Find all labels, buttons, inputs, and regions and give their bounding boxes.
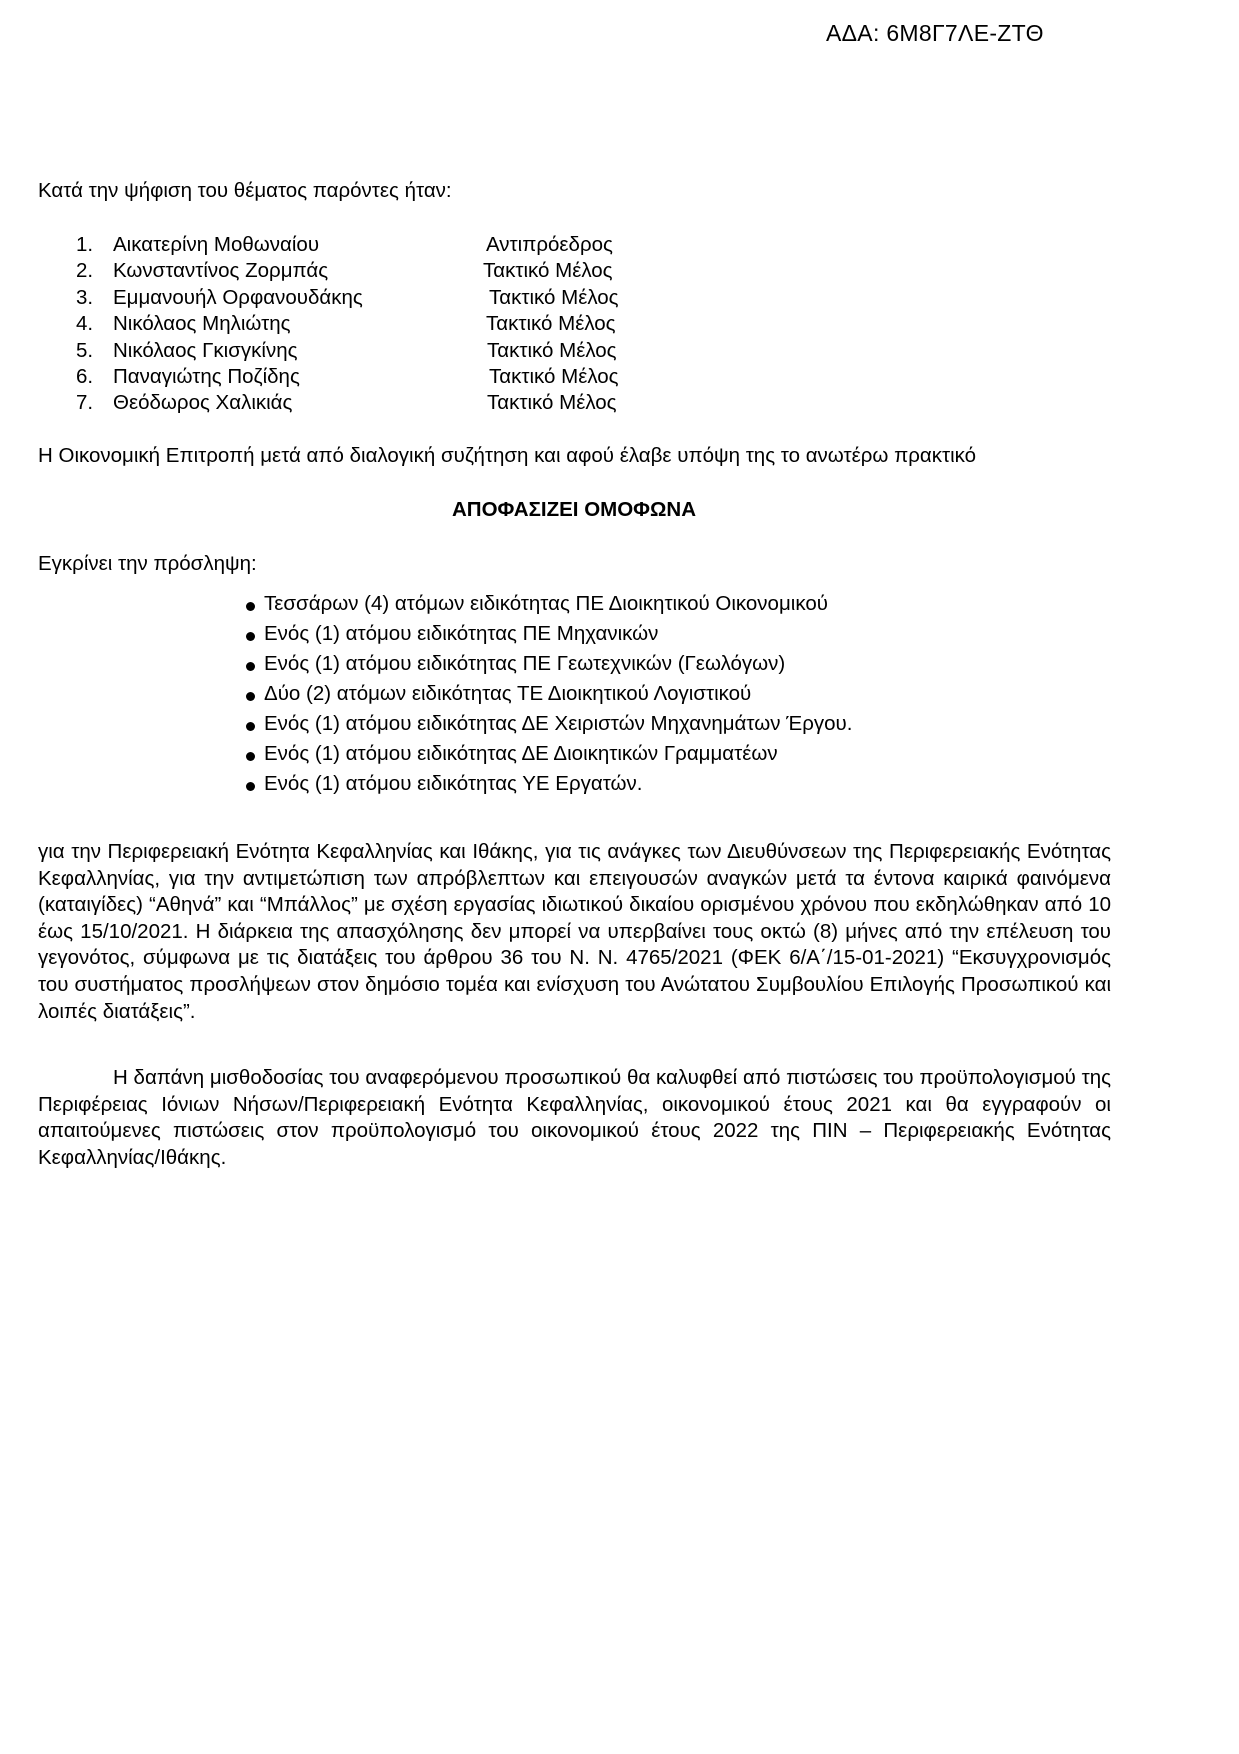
member-role: Τακτικό Μέλος xyxy=(489,285,619,309)
position-item xyxy=(246,742,852,772)
budget-paragraph: Η δαπάνη μισθοδοσίας του αναφερόμενου προσωπικού θα καλυφθεί από πιστώσεις του προϋπολογισμού της Περιφέρειας Ιόνιων Νήσων/Περιφερειακή Ενότητα Κεφαλληνίας, οικονομικού έτους 2021 και θα εγγραφούν οι απαιτούμενες πιστώσεις στον προϋπολογισμό του οικονομικού έτους 2022 της ΠΙΝ – Περιφερειακής Ενότητας Κεφαλληνίας/Ιθάκης. xyxy=(38,1066,1111,1169)
ada-code: ΑΔΑ: 6Μ8Γ7ΛΕ-ΖΤΘ xyxy=(826,20,1044,46)
member-row xyxy=(38,391,738,417)
member-role: Τακτικό Μέλος xyxy=(489,364,619,388)
member-row xyxy=(38,312,738,338)
position-item xyxy=(246,682,852,712)
positions-list xyxy=(246,592,852,802)
member-name: Νικόλαος Μηλιώτης xyxy=(113,312,291,336)
member-number: 7. xyxy=(76,391,94,415)
position-item xyxy=(246,592,852,622)
member-name: Θεόδωρος Χαλικιάς xyxy=(113,391,293,415)
justification-paragraph: για την Περιφερειακή Ενότητα Κεφαλληνίας και Ιθάκης, για τις ανάγκες των Διευθύνσεων της Περιφερειακής Ενότητας Κεφαλληνίας, για την αντιμετώπιση των απρόβλεπτων και επειγουσών αναγκών μετά τα έντονα καιρικά φαινόμενα (καταιγίδες) “Αθηνά” και “Μπάλλος” με σχέση εργασίας ιδιωτικού δικαίου ορισμένου χρόνου που εκδηλώθηκαν από 10 έως 15/10/2021. Η διάρκεια της απασχόλησης δεν μπορεί να υπερβαίνει τους οκτώ (8) μήνες από την επέλευση του γεγονότος, σύμφωνα με τις διατάξεις του άρθρου 36 του Ν. Ν. 4765/2021 (ΦΕΚ 6/Α΄/15-01-2021) “Εκσυγχρονισμός του συστήματος προσλήψεων στον δημόσιο τομέα και ενίσχυση του Ανώτατου Συμβουλίου Επιλογής Προσωπικού και λοιπές διατάξεις”. xyxy=(38,840,1111,1023)
bullet-icon xyxy=(246,662,255,671)
member-role: Τακτικό Μέλος xyxy=(487,391,617,415)
member-row xyxy=(38,259,738,285)
position-text: Τεσσάρων (4) ατόμων ειδικότητας ΠΕ Διοικητικού Οικονομικού xyxy=(264,592,828,615)
member-role: Τακτικό Μέλος xyxy=(486,312,616,336)
position-item xyxy=(246,622,852,652)
bullet-icon xyxy=(246,782,255,791)
member-row xyxy=(38,339,738,365)
member-row xyxy=(38,286,738,312)
position-text: Δύο (2) ατόμων ειδικότητας ΤΕ Διοικητικού Λογιστικού xyxy=(264,682,752,705)
attendance-intro: Κατά την ψήφιση του θέματος παρόντες ήταν: xyxy=(38,179,452,202)
member-number: 2. xyxy=(76,259,94,283)
bullet-icon xyxy=(246,752,255,761)
member-number: 6. xyxy=(76,364,94,388)
member-name: Εμμανουήλ Ορφανουδάκης xyxy=(113,285,363,309)
decision-heading: ΑΠΟΦΑΣΙΖΕΙ ΟΜΟΦΩΝΑ xyxy=(451,498,697,521)
position-text: Ενός (1) ατόμου ειδικότητας ΠΕ Μηχανικών xyxy=(264,622,659,645)
member-name: Παναγιώτης Ποζίδης xyxy=(113,364,300,388)
members-list xyxy=(38,233,738,418)
member-name: Αικατερίνη Μοθωναίου xyxy=(113,233,320,256)
bullet-icon xyxy=(246,722,255,731)
member-row xyxy=(38,233,738,259)
member-role: Αντιπρόεδρος xyxy=(486,233,613,256)
member-number: 5. xyxy=(76,338,94,362)
position-text: Ενός (1) ατόμου ειδικότητας ΥΕ Εργατών. xyxy=(264,772,643,795)
member-number: 1. xyxy=(76,233,94,256)
position-item xyxy=(246,712,852,742)
member-number: 4. xyxy=(76,312,94,336)
position-item xyxy=(246,652,852,682)
member-row xyxy=(38,365,738,391)
position-item xyxy=(246,772,852,802)
member-name: Νικόλαος Γκισγκίνης xyxy=(113,338,298,362)
bullet-icon xyxy=(246,692,255,701)
member-name: Κωνσταντίνος Ζορμπάς xyxy=(113,259,329,283)
position-text: Ενός (1) ατόμου ειδικότητας ΠΕ Γεωτεχνικών (Γεωλόγων) xyxy=(264,652,786,675)
bullet-icon xyxy=(246,632,255,641)
position-text: Ενός (1) ατόμου ειδικότητας ΔΕ Χειριστών Μηχανημάτων Έργου. xyxy=(264,712,853,735)
member-role: Τακτικό Μέλος xyxy=(483,259,613,283)
member-number: 3. xyxy=(76,285,94,309)
bullet-icon xyxy=(246,602,255,611)
position-text: Ενός (1) ατόμου ειδικότητας ΔΕ Διοικητικών Γραμματέων xyxy=(264,742,778,765)
approves-label: Εγκρίνει την πρόσληψη: xyxy=(38,552,257,575)
committee-statement: Η Οικονομική Επιτροπή μετά από διαλογική συζήτηση και αφού έλαβε υπόψη της το ανωτέρω πρακτικό xyxy=(38,444,977,467)
member-role: Τακτικό Μέλος xyxy=(487,338,617,362)
